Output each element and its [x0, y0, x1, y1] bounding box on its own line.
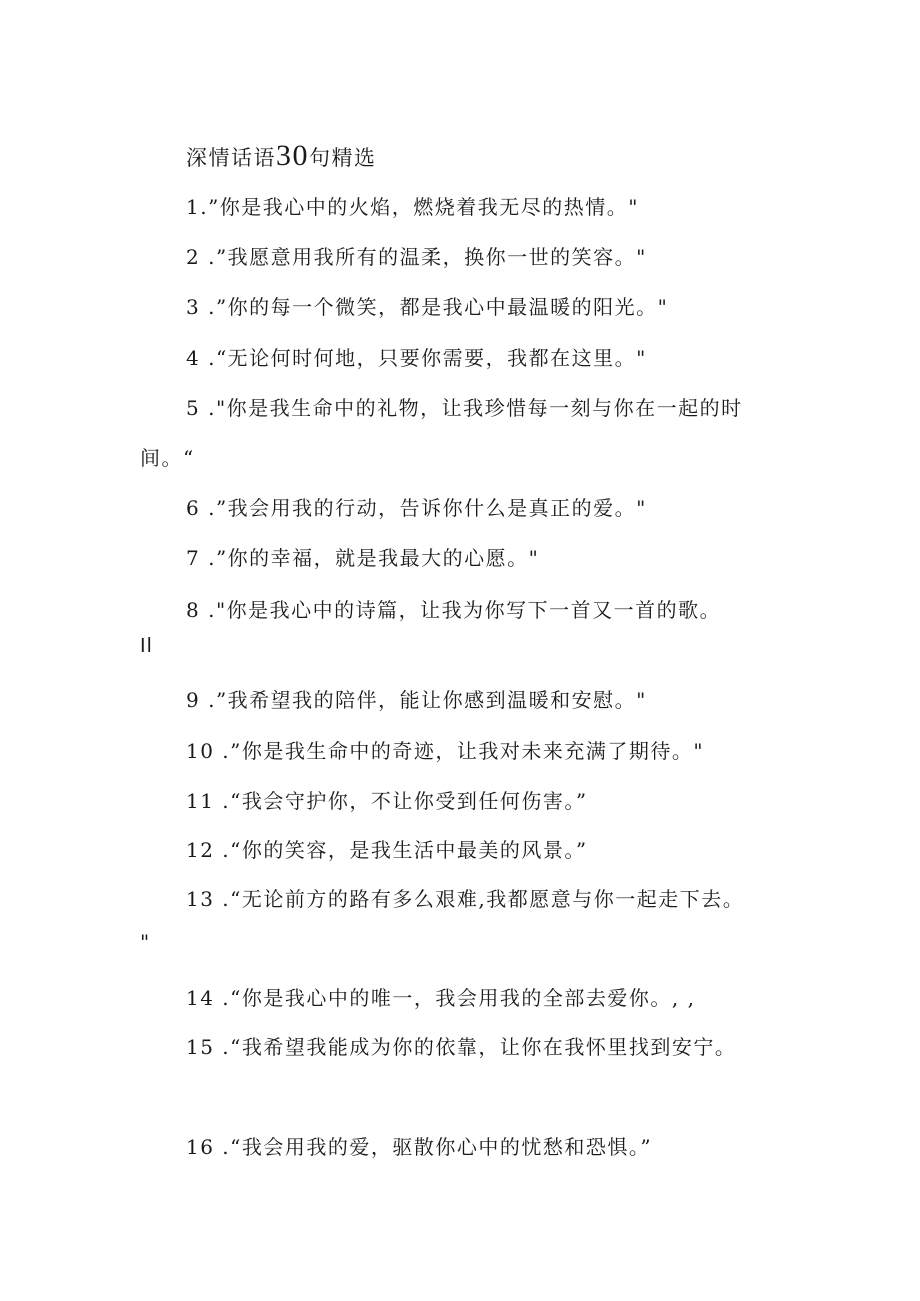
title-suffix: 句精选 [309, 146, 377, 170]
quote-line-9: 9 .”我希望我的陪伴，能让你感到温暖和安慰。" [186, 688, 647, 712]
quote-line-5: 5 ."你是我生命中的礼物，让我珍惜每一刻与你在一起的时 [186, 396, 743, 420]
title-number: 30 [276, 139, 309, 172]
quote-line-13: 13 .“无论前方的路有多么艰难,我都愿意与你一起走下去。 [186, 887, 745, 911]
quote-line-10: 10 .”你是我生命中的奇迹，让我对未来充满了期待。" [186, 739, 705, 763]
quote-line-4: 4 .“无论何时何地，只要你需要，我都在这里。" [186, 346, 647, 370]
quote-line-5-cont: 间。“ [140, 446, 195, 470]
quote-line-12: 12 .“你的笑容，是我生活中最美的风景。” [186, 838, 588, 862]
quote-line-13-cont: " [140, 930, 151, 954]
quote-line-6: 6 .”我会用我的行动，告诉你什么是真正的爱。" [186, 496, 647, 520]
quote-line-2: 2 .”我愿意用我所有的温柔，换你一世的笑容。" [186, 245, 647, 269]
quote-line-8: 8 ."你是我心中的诗篇，让我为你写下一首又一首的歌。 [186, 598, 722, 622]
quote-line-8-cont: Il [140, 635, 153, 657]
quote-line-1: 1.”你是我心中的火焰，燃烧着我无尽的热情。" [186, 195, 640, 219]
quote-line-16: 16 .“我会用我的爱，驱散你心中的忧愁和恐惧。” [186, 1135, 653, 1159]
title-prefix: 深情话语 [186, 146, 276, 170]
quote-line-14: 14 .“你是我心中的唯一，我会用我的全部去爱你。, , [186, 986, 696, 1010]
document-title [186, 139, 377, 172]
quote-line-15: 15 .“我希望我能成为你的依靠，让你在我怀里找到安宁。 [186, 1035, 737, 1059]
quote-line-7: 7 .”你的幸福，就是我最大的心愿。" [186, 546, 540, 570]
quote-line-11: 11 .“我会守护你，不让你受到任何伤害。” [186, 789, 588, 813]
quote-line-3: 3 .”你的每一个微笑，都是我心中最温暖的阳光。" [186, 295, 669, 319]
